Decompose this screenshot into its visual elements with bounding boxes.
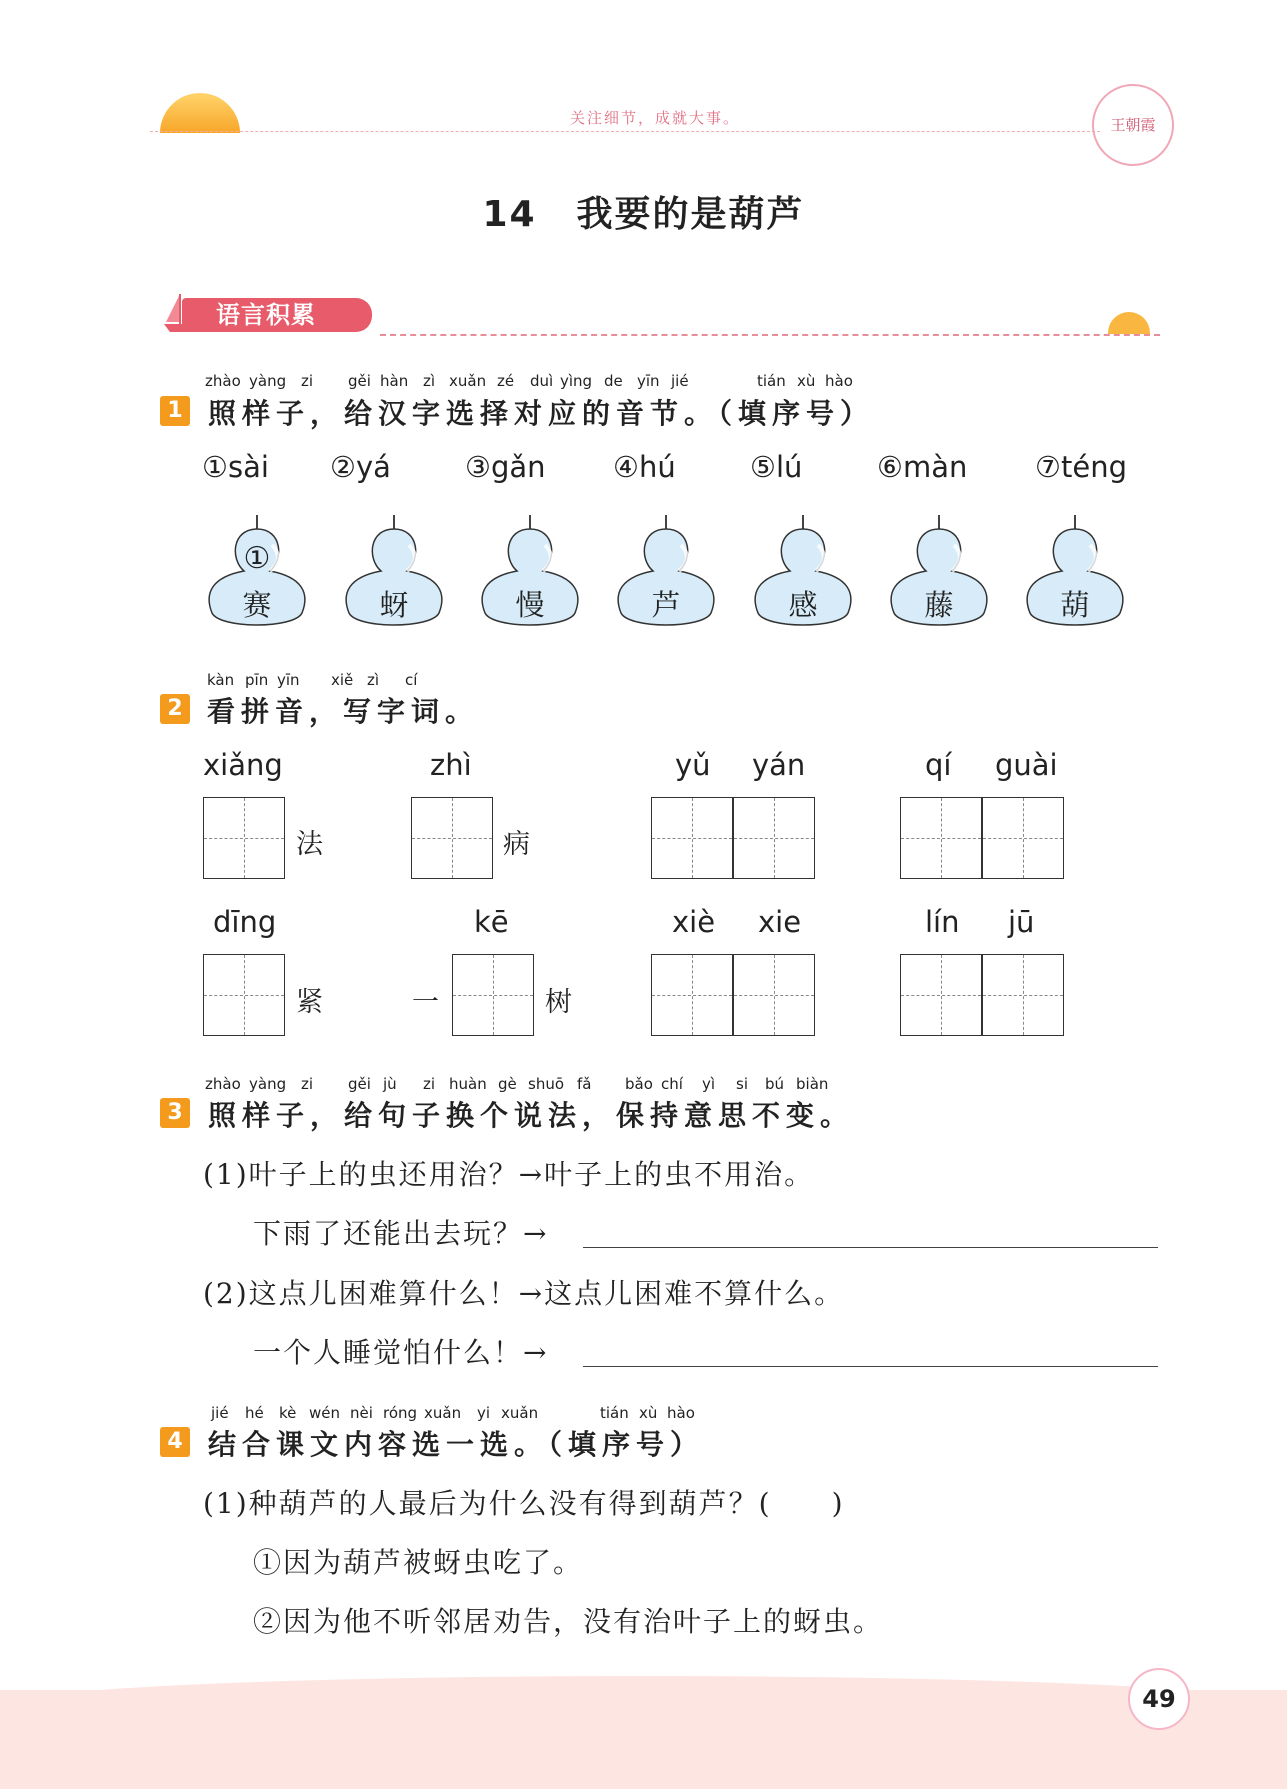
pinyin: bǎo — [625, 1075, 653, 1093]
choice-option[interactable]: ①因为葫芦被蚜虫吃了。 — [253, 1546, 584, 1579]
writing-grid[interactable] — [452, 954, 534, 1036]
given-char: 法 — [296, 829, 323, 860]
pinyin: zì — [367, 671, 380, 689]
gourd-shape — [475, 515, 585, 635]
pinyin: tián — [600, 1404, 629, 1422]
writing-grid[interactable] — [411, 797, 493, 879]
writing-grid[interactable] — [203, 954, 285, 1036]
q4-text: 结合课文内容选一选。（填序号） — [208, 1428, 705, 1461]
lesson-title — [0, 186, 1287, 237]
pinyin: nèi — [350, 1404, 373, 1422]
pinyin: wén — [309, 1404, 341, 1422]
syllable-option: ⑥màn — [877, 450, 968, 484]
q2-number: 2 — [160, 694, 190, 724]
pinyin: kàn — [207, 671, 235, 689]
writing-grid[interactable] — [651, 797, 733, 879]
pinyin: xiě — [331, 671, 354, 689]
pinyin: xuǎn — [501, 1404, 539, 1422]
section-banner: 语言积累 — [182, 298, 372, 332]
pinyin: zhào — [205, 1075, 241, 1093]
gourd-char: 蚜 — [379, 588, 409, 622]
choice-option[interactable]: ②因为他不听邻居劝告，没有治叶子上的蚜虫。 — [253, 1605, 884, 1638]
gourd-shape — [1020, 515, 1130, 635]
pinyin: hé — [245, 1404, 264, 1422]
writing-grid[interactable] — [982, 797, 1064, 879]
pinyin: zì — [423, 372, 436, 390]
pinyin: xù — [797, 372, 816, 390]
pinyin: jù — [383, 1075, 397, 1093]
lesson-number: 14 — [482, 194, 537, 235]
answer-line[interactable] — [583, 1247, 1158, 1248]
pinyin: yīn — [637, 372, 660, 390]
pinyin: róng — [383, 1404, 418, 1422]
lesson-name: 我要的是葫芦 — [576, 194, 805, 235]
q1-pinyin — [205, 372, 905, 392]
pinyin: cí — [405, 671, 418, 689]
pinyin: biàn — [796, 1075, 829, 1093]
q4-pinyin — [211, 1404, 731, 1424]
writing-grid[interactable] — [982, 954, 1064, 1036]
sun-decoration — [160, 93, 240, 133]
pinyin-label: jū — [1008, 905, 1035, 939]
pinyin: kè — [279, 1404, 297, 1422]
header-divider — [150, 131, 1100, 132]
pinyin: yi — [477, 1404, 491, 1422]
small-sun-icon — [1108, 312, 1150, 334]
pinyin-label: kē — [474, 905, 509, 939]
pinyin: chí — [661, 1075, 683, 1093]
q1-text: 照样子，给汉字选择对应的音节。（填序号） — [208, 397, 875, 430]
pinyin-label: xie — [758, 905, 802, 939]
pinyin: gěi — [348, 1075, 371, 1093]
pinyin: duì — [530, 372, 554, 390]
pinyin: xuǎn — [449, 372, 487, 390]
page-number: 49 — [1128, 1668, 1190, 1730]
q2-pinyin — [207, 671, 507, 691]
pinyin: gěi — [348, 372, 371, 390]
syllable-option: ③gǎn — [465, 450, 546, 484]
pinyin: fǎ — [577, 1075, 592, 1093]
gourd-shape — [884, 515, 994, 635]
author-stamp: 王朝霞 — [1092, 84, 1174, 166]
example-sentence: (2)这点儿困难算什么！→这点儿困难不算什么。 — [203, 1277, 845, 1310]
pinyin: zhào — [205, 372, 241, 390]
pinyin-label: yán — [752, 748, 806, 782]
pinyin: hàn — [380, 372, 409, 390]
pinyin: zi — [423, 1075, 436, 1093]
pinyin: de — [604, 372, 623, 390]
pinyin: yàng — [249, 372, 287, 390]
pinyin: yīn — [277, 671, 300, 689]
prompt-sentence: 一个人睡觉怕什么！→ — [253, 1336, 549, 1369]
section-divider — [380, 334, 1160, 336]
pinyin: yìng — [560, 372, 593, 390]
gourd-answer[interactable]: ① — [243, 541, 271, 576]
gourd-shape — [748, 515, 858, 635]
pinyin: hào — [667, 1404, 695, 1422]
gourd-shape — [339, 515, 449, 635]
pinyin-label: yǔ — [675, 748, 711, 782]
pinyin: hào — [825, 372, 853, 390]
pinyin: zé — [497, 372, 515, 390]
gourd-char: 藤 — [924, 588, 954, 622]
syllable-option: ⑤lú — [750, 450, 803, 484]
question-sentence: (1)种葫芦的人最后为什么没有得到葫芦？( ) — [203, 1487, 845, 1520]
pinyin: jié — [211, 1404, 229, 1422]
pinyin: shuō — [528, 1075, 565, 1093]
pinyin: gè — [498, 1075, 517, 1093]
syllable-option: ④hú — [613, 450, 676, 484]
pinyin: xuǎn — [424, 1404, 462, 1422]
answer-line[interactable] — [583, 1366, 1158, 1367]
pinyin: bú — [765, 1075, 785, 1093]
pinyin-label: guài — [995, 748, 1058, 782]
q3-number: 3 — [160, 1098, 190, 1128]
pinyin: huàn — [449, 1075, 487, 1093]
writing-grid[interactable] — [733, 954, 815, 1036]
given-char: 紧 — [296, 987, 323, 1018]
given-char: 一 — [412, 987, 439, 1018]
syllable-option: ⑦téng — [1035, 450, 1127, 484]
pinyin: pīn — [245, 671, 269, 689]
gourd-char: 芦 — [651, 588, 681, 622]
gourd-char: 赛 — [242, 588, 272, 622]
prompt-sentence: 下雨了还能出去玩？→ — [253, 1217, 549, 1250]
q2-text: 看拼音，写字词。 — [207, 695, 480, 728]
gourd-char: 葫 — [1060, 588, 1090, 622]
pinyin: jié — [671, 372, 689, 390]
writing-grid[interactable] — [733, 797, 815, 879]
writing-grid[interactable] — [900, 797, 982, 879]
pinyin: si — [736, 1075, 748, 1093]
writing-grid[interactable] — [900, 954, 982, 1036]
pinyin-label: dīng — [213, 905, 277, 939]
q3-pinyin — [205, 1075, 905, 1095]
pinyin-label: qí — [925, 748, 952, 782]
q1-number: 1 — [160, 396, 190, 426]
pinyin: yì — [702, 1075, 716, 1093]
given-char: 病 — [503, 829, 530, 860]
pinyin-label: lín — [925, 905, 960, 939]
writing-grid[interactable] — [203, 797, 285, 879]
q4-number: 4 — [160, 1427, 190, 1457]
pinyin-label: xiè — [672, 905, 716, 939]
syllable-option: ②yá — [330, 450, 391, 484]
pinyin-label: zhì — [430, 748, 472, 782]
gourd-char: 慢 — [515, 588, 545, 622]
gourd-shape — [611, 515, 721, 635]
syllable-option: ①sài — [202, 450, 269, 484]
pinyin: yàng — [249, 1075, 287, 1093]
writing-grid[interactable] — [651, 954, 733, 1036]
gourd-char: 感 — [788, 588, 818, 622]
gourd-shape — [202, 515, 312, 635]
pinyin-label: xiǎng — [203, 748, 283, 782]
footer-band — [0, 1690, 1287, 1789]
q3-text: 照样子，给句子换个说法，保持意思不变。 — [208, 1099, 855, 1132]
pinyin: tián — [757, 372, 786, 390]
header-motto: 关注细节，成就大事。 — [570, 109, 741, 127]
given-char: 树 — [545, 987, 572, 1018]
pinyin: zi — [301, 1075, 314, 1093]
pinyin: xù — [639, 1404, 658, 1422]
pinyin: zi — [301, 372, 314, 390]
example-sentence: (1)叶子上的虫还用治？→叶子上的虫不用治。 — [203, 1158, 815, 1191]
